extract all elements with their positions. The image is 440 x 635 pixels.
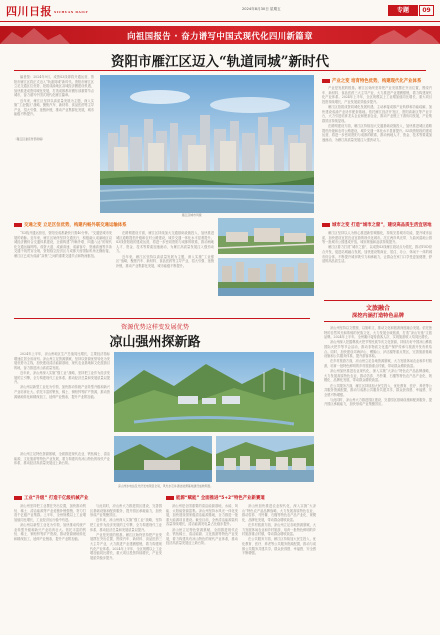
masthead <box>0 0 440 22</box>
county-town-image <box>216 436 314 482</box>
story1-photo-caption: 雁江区城市风貌 <box>182 213 202 217</box>
story2-photo-3 <box>216 436 314 482</box>
story2-sub1-body: 凉山州坚持把工业摆在突出位置，加快推动钒钛、稀土、清洁能源等产业延链补链强链，努力打造千亿级产业集群。上半年，全州规模以上工业增加值同比增长，工业经济运行稳中有进。 凉山州以新型工业化为引领，加快推动传统产业转型升级和新兴产业培育壮大。依托丰富的钒钛、稀土、铜铅锌等矿产资源，推动资源就地转化和精深加工，延伸产业链条，提升产业附加值。 <box>14 504 86 541</box>
story1-sub3-body: 雁江区坚持以人为核心推进新型城镇化，持续完善城市功能，提升城市品质，加快建设宜居宜业宜游的现代化城市。沱江两岸风光带、九曲河湿地公园等一批城市公园建成开放，城市颜值和品质持续提升。 雁江区着力打造“城市之窗”，以成资S3线雁江段站点为依托，推动TOD综合开发，促进站城融合发展，加快建设集商业、居住、办公、休闲于一体的城市综合体，不断提升城市吸引力和承载力，让群众在家门口享受更加便捷、舒适的高品质生活。 <box>322 231 432 264</box>
headline-rule <box>14 70 426 71</box>
riverside-city-image <box>218 258 314 296</box>
section-tag: 专题 <box>388 5 418 16</box>
story2-sub2-body2: 凉山州加快推进农业现代化，深入实施“大凉山”特色农产品品牌战略，大力发展高原特色农业，推动苦荞、马铃薯、石榴等特色农产品产业化、规模化、品牌化发展，带动群众增收致富。 在乡村旅游方面，凉山州立足各地资源禀赋，大力发展休闲农业和乡村旅游，培育一批特色鲜明的乡村旅游重点村镇，带动群众增收致富。 在公共服务方面，雁江区持续加大民生投入，优化教育、医疗、养老等公共服务资源配置，推动与成都公共服务共建共享，群众获得感、幸福感、安全感不断增强。 <box>242 504 316 556</box>
story1-main-photo <box>100 75 314 213</box>
story1-sub1-body2: 在路网建设方面，雁江区持续加大交通基础设施投入，加快推进城区道路提档升级和农村公路建设，城乡交通一体化水平显著提升。S3线资阳段的建成运营，将进一步密切资阳与成都的联系，推动两地人才、资金、技术等要素加速流动，为雁江高质量发展注入强劲动力。 近年来，雁江区坚持以高质量发展为主题，深入实施“工业强区”战略，聚焦汽车、新材料、食品医药等主导产业，招大引强、延链补链，推动产业集群化发展，城市能级不断提升。 <box>116 231 214 268</box>
story1-sub3-heading: 城市之变 打造“城市之窗”，建设高品质生活宜居地 <box>322 222 432 228</box>
story1-sub2-heading: 产业之变 培育特色优势，构建现代化产业体系 <box>322 78 421 84</box>
industrial-park-image <box>218 218 314 254</box>
story1-source: （雁江区委宣传部供稿） <box>14 137 45 141</box>
theme-banner <box>0 26 440 44</box>
newspaper-logo <box>6 3 88 19</box>
subhead-badge-icon <box>322 223 330 227</box>
city-skyline-image <box>100 75 314 213</box>
sidebar-subtitle: 深挖内涵打造特色品牌 <box>352 313 404 319</box>
sidebar-heading-box <box>324 300 432 322</box>
story2-kicker: 资源优势这样变发展优势 <box>120 324 190 331</box>
mountain-energy-base-image <box>114 352 314 432</box>
story1-photo-2 <box>218 218 314 254</box>
story2-sub1-heading: 工业“升级” 打造千亿级机械产业 <box>14 495 88 501</box>
logo-subtitle: SICHUAN DAILY <box>54 10 89 14</box>
story1-headline: 资阳市雁江区迈入“轨道同城”新时代 <box>110 54 330 70</box>
story2-headline: 凉山强州探新路 <box>109 335 201 350</box>
banner-text: 向祖国报告 · 奋力谱写中国式现代化四川新篇章 <box>127 31 313 41</box>
subhead-badge-icon <box>166 496 174 500</box>
story1-lead-para2: 近年来，雁江区坚持以高质量发展为主题，深入实施“工业强区”战略，聚焦汽车、新材料、食品医药等主导产业，招大引强、延链补链，推动产业集群化发展，城市能级不断提升。 <box>14 98 94 117</box>
story2-sub1-body2: 与此同时，凉山州大力推进园区建设，完善园区基础设施和配套服务，提升园区承载能力，加快形成产业集聚效应。 近年来，凉山州深入实施“强工业”战略，坚持把工业作为经济发展的主引擎，全力构建现代工业体系，推动经济总量和发展质量双提升。 产业是发展的根基。雁江区始终坚持把产业发展摆在突出位置，围绕汽车、新材料、食品医药三大主导产业，大力推进产业建圈强链，着力构建现代化产业体系。2024年上半年，全区规模以上工业增加值同比增长，重大项目投资持续增长，产业发展质效稳步提升。 <box>90 504 162 560</box>
story1-sub1-heading: 交通之变 立足区位优势，构建内畅外联交通运输体系 <box>14 222 127 228</box>
story2-photo-caption: 凉山州水电站及光伏发电项目全景，风光水互补清洁能源基地建设成效明显。 <box>118 484 214 488</box>
story2-top-rule <box>14 318 310 319</box>
logo-text: 四川日报 <box>6 5 52 18</box>
story1-sub1-body: “S3线开通运营后，资阳至成都最快只需40分钟。”交通是城市发展的命脉。近年来，雁江区始终坚持交通先行，积极融入成渝地区双城经济圈综合交通体系建设，全面构建“内畅外联、四通八达”的现代化交通运输网络。成资大道、成渝高速、成渝客专、资潼高速等多条交通干线贯穿全境，资阳临空经济区与成都天府国际机场无缝衔接，雁江区已成为成渝“双核”之间的重要交通节点和物流枢纽。 <box>14 231 112 258</box>
story1-photo-3 <box>218 258 314 296</box>
subhead-badge-icon <box>322 79 330 83</box>
hydropower-station-image <box>114 436 212 482</box>
sidebar-body: 凉山州坚持以文塑旅、以旅彰文，推动文化和旅游深度融合发展。依托独特的自然风光和浓郁的民族文化，大力发展全域旅游，打造“凉山安逸”文旅品牌。2024年上半年，全州累计接待游客人次、实现旅游收入均同比增长。 凉山州深入挖掘彝族火把节等民族节庆文化资源，持续办好中国凉山彝族国际火把节等节会活动，推动非物质文化遗产保护传承与旅游开发有机结合。同时，加快建设邛海泸山、螺髻山、泸沽湖等重点景区，完善旅游基础设施和公共服务体系，提升游客体验。 在乡村旅游方面，凉山州立足各地资源禀赋，大力发展休闲农业和乡村旅游，培育一批特色鲜明的乡村旅游重点村镇，带动群众增收致富。 凉山州加快推进农业现代化，深入实施“大凉山”特色农产品品牌战略，大力发展高原特色农业，推动苦荞、马铃薯、石榴等特色农产品产业化、规模化、品牌化发展，带动群众增收致富。 在公共服务方面，雁江区持续加大民生投入，优化教育、医疗、养老等公共服务资源配置，推动与成都公共服务共建共享，群众获得感、幸福感、安全感不断增强。 与此同时，凉山州大力推进园区建设，完善园区基础设施和配套服务，提升园区承载能力，加快形成产业集聚效应。 <box>324 326 432 407</box>
story2-lead-extra: 凉山州立足特色资源禀赋，全面推进现代农业、钒钛稀土、清洁能源、文化旅游等特色产业发展，着力构建具有凉山特色的现代产业体系，推动经济高质量发展迈上新台阶。 <box>14 452 110 466</box>
story1-lead-para: 编者按：2024年9月，成资S3线即将开通运营，资阳市雁江区将正式迈入“轨道同城”新时代。资阳市雁江区立足交通区位优势，抢抓成渝地区双城经济圈建设机遇，加快推进成资同城化发展，打造成都都市圈东部重要节点城市，奋力谱写中国式现代化雁江篇章。 <box>14 75 94 98</box>
subhead-badge-icon <box>14 496 22 500</box>
story2-lead: 2024年上半年，凉山州地区生产总值同比增长，主要经济指标增速位居全省前列。凉山州立足资源禀赋，坚持以资源优势转化为发展优势为主线，加快建设清洁能源基地、现代农业基地和文化旅游目的地，奋力推进凉山高质量发展。 近年来，凉山州深入实施“强工业”战略，坚持把工业作为经济发展的主引擎，全力构建现代工业体系，推动经济总量和发展质量双提升。 凉山州以新型工业化为引领，加快推动传统产业转型升级和新兴产业培育壮大。依托丰富的钒钛、稀土、铜铅锌等矿产资源，推动资源就地转化和精深加工，延伸产业链条，提升产业附加值。 <box>14 352 110 399</box>
story2-photo-2 <box>114 436 212 482</box>
story1-sub2-body: 产业是发展的根基。雁江区始终坚持把产业发展摆在突出位置，围绕汽车、新材料、食品医药三大主导产业，大力推进产业建圈强链，着力构建现代化产业体系。2024年上半年，全区规模以上工业增加值同比增长，重大项目投资持续增长，产业发展质效稳步提升。 雁江区抢抓成资同城化发展机遇，主动承接成都产业转移和功能疏解，加快建设成渝产业协作配套基地。依托雁江经济开发区、资阳高新区等产业平台，大力引进培育龙头企业和配套企业，推动产业链上下游协同发展，产业集群效应持续显现。 在路网建设方面，雁江区持续加大交通基础设施投入，加快推进城区道路提档升级和农村公路建设，城乡交通一体化水平显著提升。S3线资阳段的建成运营，将进一步密切资阳与成都的联系，推动两地人才、资金、技术等要素加速流动，为雁江高质量发展注入强劲动力。 <box>322 86 432 142</box>
dateline: 2024年8月30日 星期五 <box>242 7 281 11</box>
story2-main-photo <box>114 352 314 432</box>
sidebar-title: 文旅融合 <box>365 305 390 312</box>
story2-sub2-heading: 能源“赋能” 全面推进“5+2”特色产业新赛道 <box>166 495 265 501</box>
page-number: 09 <box>419 5 434 16</box>
subhead-badge-icon <box>14 223 22 227</box>
story2-sub2-body: 凉山州是全国重要的清洁能源基地，水能、风能、太阳能资源富集。凉山州坚持水风光一体化发展，加快建设国家级清洁能源基地，全力推进一批重大能源项目建设。截至目前，全州清洁能源装机容量持续增长，清洁能源发电量占比稳步提升。 凉山州立足特色资源禀赋，全面推进现代农业、钒钛稀土、清洁能源、文化旅游等特色产业发展，着力构建具有凉山特色的现代产业体系，推动经济高质量发展迈上新台阶。 <box>166 504 238 546</box>
story1-lead <box>14 75 94 135</box>
